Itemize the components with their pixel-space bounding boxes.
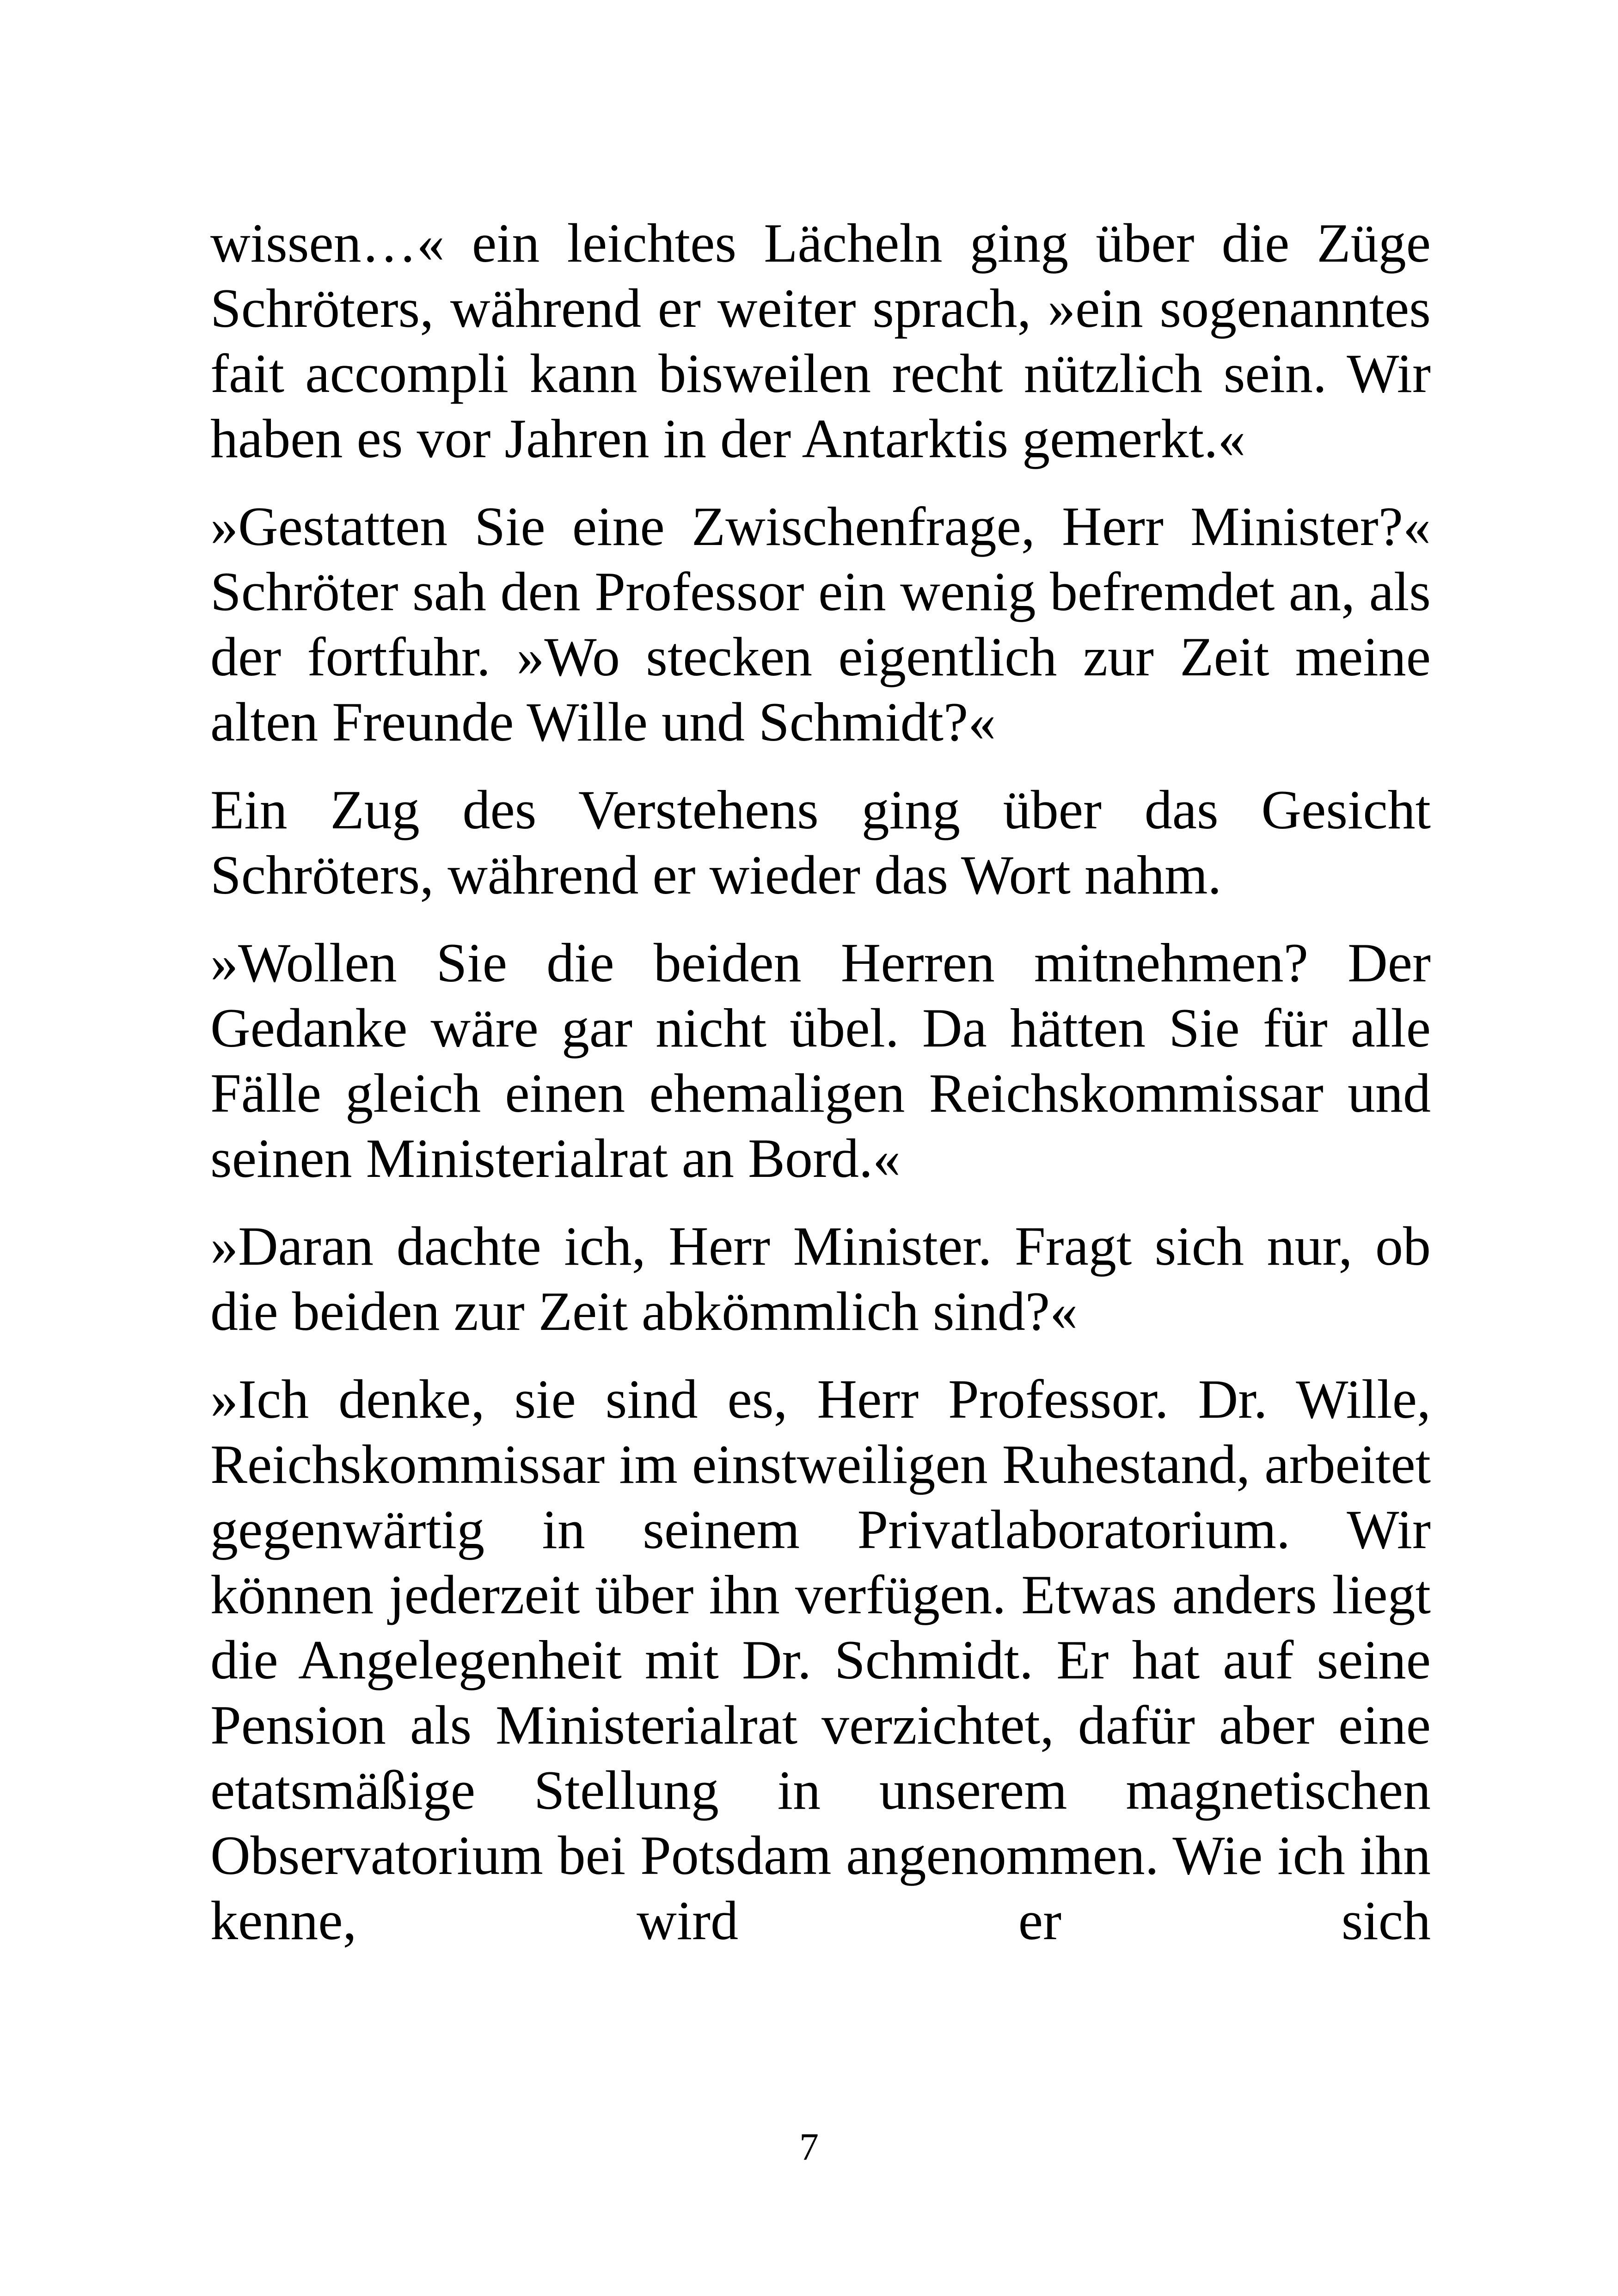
paragraph-2: »Gestatten Sie eine Zwischenfrage, Herr Minister?« Schröter sah den Professor ein wenig befremdet an, als der fortfuhr. »Wo stecken eigentlich zur Zeit meine alten Freunde Wille und Schmidt?«: [210, 496, 1431, 753]
paragraph-3: Ein Zug des Verstehens ging über das Gesicht Schröters, während er wieder das Wort nahm.: [210, 779, 1431, 906]
paragraph-4: »Wollen Sie die beiden Herren mitnehmen? Der Gedanke wäre gar nicht übel. Da hätten Sie für alle Fälle gleich einen ehemaligen Reichskommissar und seinen Ministerialrat an Bord.«: [210, 932, 1431, 1189]
body-text: [210, 210, 1431, 1976]
paragraph-5: »Daran dachte ich, Herr Minister. Fragt sich nur, ob die beiden zur Zeit abkömmlich sind?«: [210, 1215, 1431, 1342]
paragraph-1: wissen…« ein leichtes Lächeln ging über die Züge Schröters, während er weiter sprach, »ein sogenanntes fait accompli kann bisweilen recht nützlich sein. Wir haben es vor Jahren in der Antarktis gemerkt.«: [210, 212, 1431, 469]
paragraph-6: »Ich denke, sie sind es, Herr Professor. Dr. Wille, Reichskommissar im einstweiligen Ruhestand, arbeitet gegenwärtig in seinem Privatlaboratorium. Wir können jederzeit über ihn verfügen. Etwas anders liegt die Angelegenheit mit Dr. Schmidt. Er hat auf seine Pension als Ministerialrat verzichtet, dafür aber eine etatsmäßige Stellung in unserem magnetischen Observatorium bei Potsdam angenommen. Wie ich ihn kenne, wird er sich: [210, 1368, 1431, 1951]
page-number: 7: [799, 2125, 819, 2168]
